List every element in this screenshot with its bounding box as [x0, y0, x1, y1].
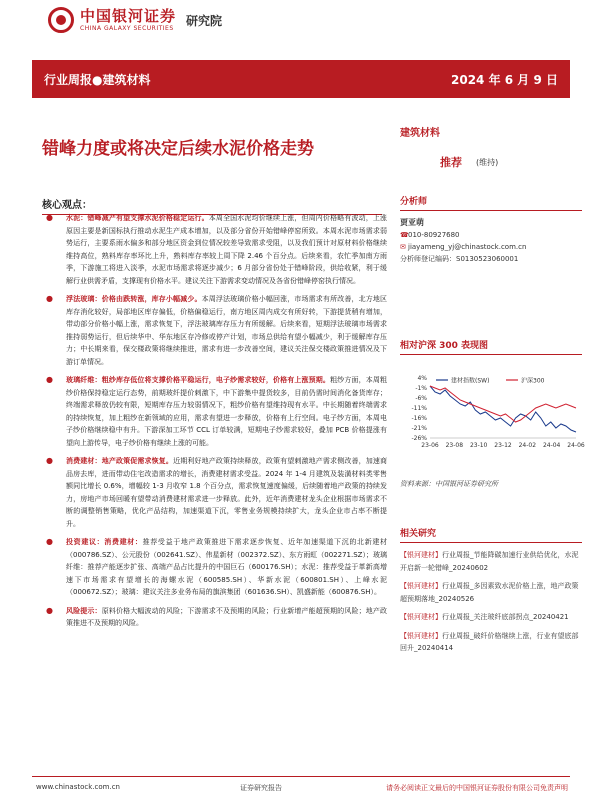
point-text: 近期利好地产政策持续释放，政策有望刺激地产需求侧改善，加速商品房去库，进而带动住宅改造需求的增长，消费建材需求受益。2024 年 1-4 月建筑及装潢材料类零售额同比增长 0.6%，增幅较 1-3 月收窄 1.8 个百分点，需求恢复速度偏缓，后续随着地产政策的持续发力，房地产市场回暖有望带动消费建材需求进一步释放。此外，近年消费建材龙头企业根据市场需求不断的调整销售策略，优化产品结构，加速渠道下沉，零售业务规模持续扩大，龙头企业市占率不断提升。: [66, 457, 388, 528]
rating-note: (维持): [476, 158, 499, 167]
point-text: 本周全国水泥均价继续上涨，但周内价格略有波动，上涨原因主要是新国标执行推动水泥生产成本增加，以及部分省份开始错峰停窑所致。本周水泥市场需求弱势运行，主要系雨水偏多和部分地区资金到位情况较差导致需求受阻，以及我们预计对原材料价格继续维持高位，熟料库存率环比上升，熟料库存率较上周下降 2.46 个百分点。后续来看，农忙季加南方雨季，下游施工将进入淡季，水泥市场需求将逐步减少；6 月部分省份处于错峰阶段，供给收紧，利于缓解行业供需矛盾，支撑现有价格水平。建议关注下游需求变动情况及各省份错峰停窑执行情况。: [66, 214, 388, 285]
chart-source: 资料来源：中国银河证券研究所: [400, 480, 498, 488]
analyst-head: 分析师: [400, 194, 582, 211]
related-item[interactable]: [400, 580, 582, 605]
core-title: 核心观点：: [42, 196, 382, 215]
x-tick-label: 24-02: [518, 442, 537, 449]
related-tag: 【银河建材】: [400, 631, 442, 640]
x-tick-label: 23-10: [469, 442, 488, 449]
related-tag: 【银河建材】: [400, 613, 442, 621]
point-text: 原料价格大幅波动的风险；下游需求不及预期的风险；行业新增产能超预期的风险；地产政策推进不及预期的风险。: [66, 606, 388, 627]
x-tick-label: 24-06: [567, 442, 585, 449]
relative-performance-chart: [400, 372, 585, 456]
core-point: [42, 536, 387, 599]
bullet-icon: ●: [46, 537, 53, 546]
legend-label: 建材指数(SW): [451, 377, 490, 385]
analyst-section: [400, 194, 582, 265]
logo-cn: 中国银河证券: [80, 6, 177, 25]
related-item[interactable]: [400, 549, 582, 574]
report-date: 2024 年 6 月 9 日: [451, 73, 558, 87]
related-item[interactable]: [400, 611, 582, 624]
galaxy-logo-icon: [48, 7, 74, 33]
related-title: 行业周报_破纤价格继续上涨，行业有望底部回升_20240414: [400, 631, 579, 652]
logo-text: [80, 8, 176, 33]
point-lead: 粗纱库存低位将支撑价格平稳运行，电子纱需求较好，价格有上涨预期。: [101, 376, 331, 384]
related-item[interactable]: [400, 630, 582, 655]
related-title: 行业周报_关注玻纤底部拐点_20240421: [442, 613, 569, 621]
analyst-name: 贾亚萌: [400, 218, 424, 227]
bullet-icon: ●: [46, 294, 53, 303]
chart-section: [400, 338, 582, 355]
related-tag: 【银河建材】: [400, 582, 442, 590]
core-point: [42, 605, 387, 630]
point-label: 水泥：: [66, 214, 88, 222]
point-lead: 价格由跌转涨，库存小幅减少。: [101, 295, 202, 303]
bullet-icon: ●: [46, 375, 53, 384]
analyst-phone: ☎010-80927680: [400, 231, 460, 239]
bullet-icon: ●: [46, 605, 53, 615]
point-lead: 消费建材：: [104, 538, 143, 546]
core-point: [42, 212, 387, 287]
point-label: 玻璃纤维：: [66, 376, 102, 384]
core-points: [42, 212, 387, 636]
bullet-icon: ●: [46, 456, 53, 465]
core-point: [42, 293, 387, 368]
y-tick-label: -26%: [411, 435, 427, 442]
mail-icon: ✉: [400, 243, 406, 251]
point-text: 粗纱方面，本周粗纱价格保持稳定运行态势，前期玻纤提价刺激下，中下游集中提货较多，目前仍需时间消化备货库存；终端需求释放仍较有限，短期库存压力较弱情况下，粗纱价格有望维持现有水平。中长期随着终端需求的持续恢复，加上粗纱在新领域的应用，需求有望进一步释放，价格有上行空间。电子纱方面，本周电子纱价格继续稳中有升。下游深加工环节 CCL 订单较满，短期电子纱需求较好，叠加 PCB 价格提涨有望向上游传导，电子纱价格有继续上涨的可能。: [66, 376, 388, 447]
sector-label: 建筑材料: [400, 128, 440, 139]
dept-label: 研究院: [186, 13, 223, 28]
x-tick-label: 24-04: [542, 442, 561, 449]
y-tick-label: -21%: [411, 425, 427, 432]
core-point: [42, 374, 387, 449]
point-lead: 错峰减产有望支撑水泥价格稳定运行。: [87, 214, 209, 222]
related-section: [400, 526, 582, 661]
point-label: 浮法玻璃：: [66, 295, 102, 303]
x-tick-label: 23-08: [445, 442, 464, 449]
analyst-email[interactable]: ✉ jiayameng_yj@chinastock.com.cn: [400, 243, 527, 251]
point-label: 消费建材：: [66, 457, 102, 465]
core-point: [42, 455, 387, 530]
website-link[interactable]: www.chinastock.com.cn: [36, 783, 120, 791]
footer: [32, 776, 570, 800]
rating: 推荐: [440, 156, 462, 169]
y-tick-label: -6%: [415, 395, 427, 402]
y-tick-label: 4%: [417, 375, 427, 382]
phone-icon: ☎: [400, 231, 409, 239]
bullet-icon: ●: [46, 213, 53, 222]
footer-label: 证券研究报告: [240, 784, 282, 792]
related-tag: 【银河建材】: [400, 551, 442, 559]
report-type: 行业周报●建筑材料: [44, 73, 151, 87]
x-tick-label: 23-06: [421, 442, 439, 449]
logo: [48, 6, 222, 34]
x-tick-label: 23-12: [494, 442, 512, 449]
y-tick-label: -16%: [411, 415, 427, 422]
report-headline: 错峰力度或将决定后续水泥价格走势: [42, 139, 314, 159]
disclaimer-note: 请务必阅读正文最后的中国银河证券股份有限公司免责声明: [386, 784, 568, 792]
point-label: 风险提示：: [66, 606, 102, 615]
point-lead: 地产政策促需求恢复。: [101, 457, 174, 465]
report-banner: [32, 60, 570, 98]
chart-head: 相对沪深 300 表现图: [400, 338, 582, 355]
related-title: 行业周报_多因素致水泥价格上涨，地产政策超预期落地_20240526: [400, 582, 579, 603]
y-tick-label: -11%: [411, 405, 427, 412]
y-tick-label: -1%: [415, 385, 427, 392]
legend-label: 沪深300: [521, 377, 545, 385]
point-label: 投资建议：: [66, 538, 105, 546]
point-text: 推荐受益于地产政策推进下需求逐步恢复、近年加速渠道下沉的北新建材（000786.SZ）、公元股份（002641.SZ）、伟星新材（002372.SZ）、东方雨虹（002271.SZ）；玻璃纤维：推荐产能逐步扩张、高端产品占比提升的中国巨石（600176.SH）；水泥：推荐受益于革新高增速下市场需求有望增长的海螺水泥（600585.SH）、华新水泥（600801.SH）、上峰水泥（000672.SZ）；玻璃：建议关注多业务布局的旗滨集团（601636.SH）、凯盛新能（600876.SH）。: [66, 538, 388, 596]
analyst-cert: 分析师登记编码：S0130523060001: [400, 255, 519, 263]
logo-en: CHINA GALAXY SECURITIES: [80, 24, 174, 32]
related-head: 相关研究: [400, 526, 582, 543]
series-line: [430, 386, 576, 422]
related-title: 行业周报_节能降碳加速行业供给优化，水泥开启新一轮错峰_20240602: [400, 551, 579, 572]
point-text: 本周浮法玻璃价格小幅回涨，市场需求有所改善，北方地区库存消化较好，局部地区库存偏低，价格偏稳运行，南方地区周内成交有所好转，下游提货稍有增加，带动部分价格小幅上涨，需求恢复下，浮法玻璃库存压力有所缓解。后续来看，短期浮法玻璃市场需求推持弱势运行，但后续华中、华东地区存冷修或停产计划，市场总供给有望小幅减少，利于缓解库存压力；中长期来看，保交楼政策将继续推进，需求有进一步改善空间，建议关注保交楼政策推进情况及下游订单情况。: [66, 295, 388, 366]
related-list: [400, 549, 582, 655]
